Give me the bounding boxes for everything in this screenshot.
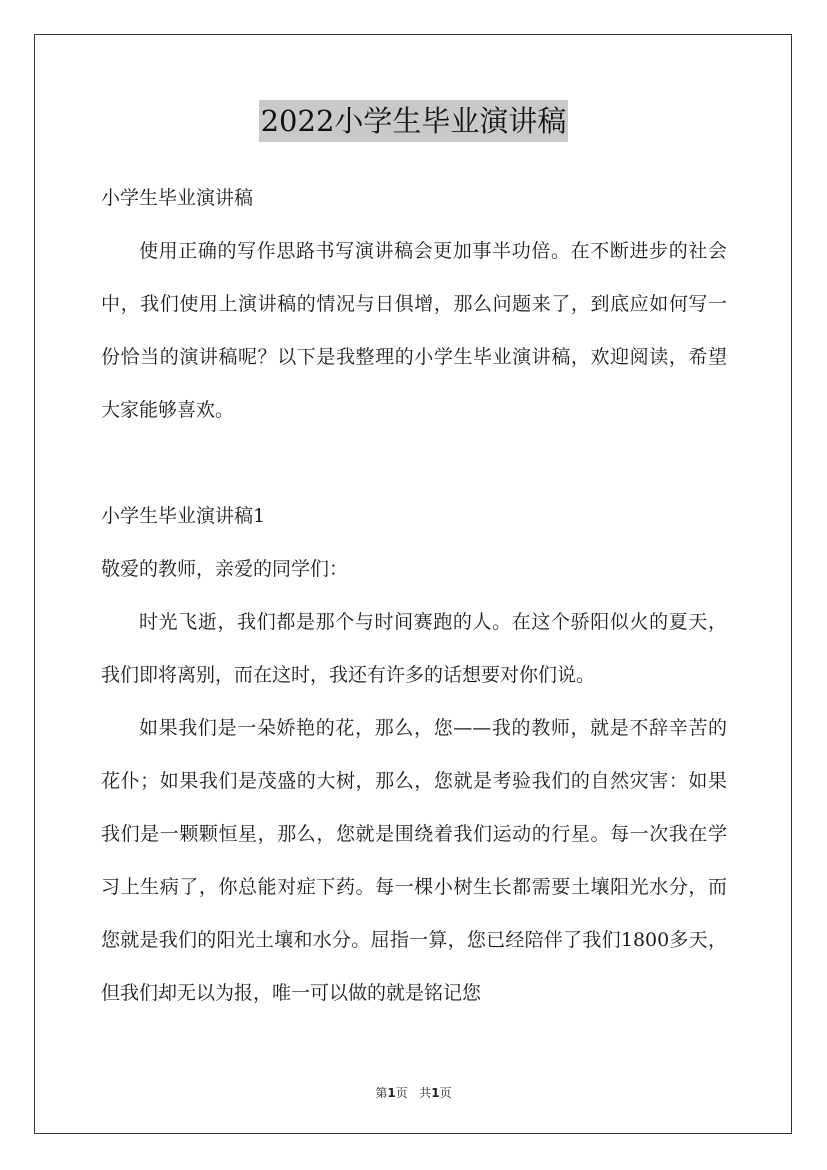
page-number: 1 <box>387 1086 396 1100</box>
document-title: 2022小学生毕业演讲稿 <box>259 100 569 142</box>
body-paragraph: 如果我们是一朵娇艳的花，那么，您——我的教师，就是不辞辛苦的花仆；如果我们是茂盛的大树，那么，您就是考验我们的自然灾害：如果我们是一颗颗恒星，那么，您就是围绕着我们运动的行星。每一次我在学习上生病了，你总能对症下药。每一棵小树生长都需要土壤阳光水分，而您就是我们的阳光土壤和水分。屈指一算，您已经陪伴了我们1800多天，但我们却无以为报，唯一可以做的就是铭记您 <box>101 717 727 1004</box>
page-total: 1 <box>431 1086 440 1100</box>
intro-paragraph: 使用正确的写作思路书写演讲稿会更加事半功倍。在不断进步的社会中，我们使用上演讲稿的情况与日俱增，那么问题来了，到底应如何写一份恰当的演讲稿呢？以下是我整理的小学生毕业演讲稿，欢迎阅读，希望大家能够喜欢。 <box>101 240 727 421</box>
blank-line <box>101 437 727 490</box>
document-body <box>101 172 727 1020</box>
document-subtitle: 小学生毕业演讲稿 <box>101 187 254 209</box>
section-title: 小学生毕业演讲稿1 <box>101 505 266 527</box>
body-paragraph: 时光飞逝，我们都是那个与时间赛跑的人。在这个骄阳似火的夏天，我们即将离别，而在这时，我还有许多的话想要对你们说。 <box>101 611 727 686</box>
footer-mid: 页 共 <box>395 1086 432 1100</box>
page-footer <box>0 1084 827 1101</box>
title-container <box>0 100 827 142</box>
salutation: 敬爱的教师，亲爱的同学们： <box>101 558 349 580</box>
footer-prefix: 第 <box>375 1086 388 1100</box>
footer-suffix: 页 <box>439 1086 452 1100</box>
